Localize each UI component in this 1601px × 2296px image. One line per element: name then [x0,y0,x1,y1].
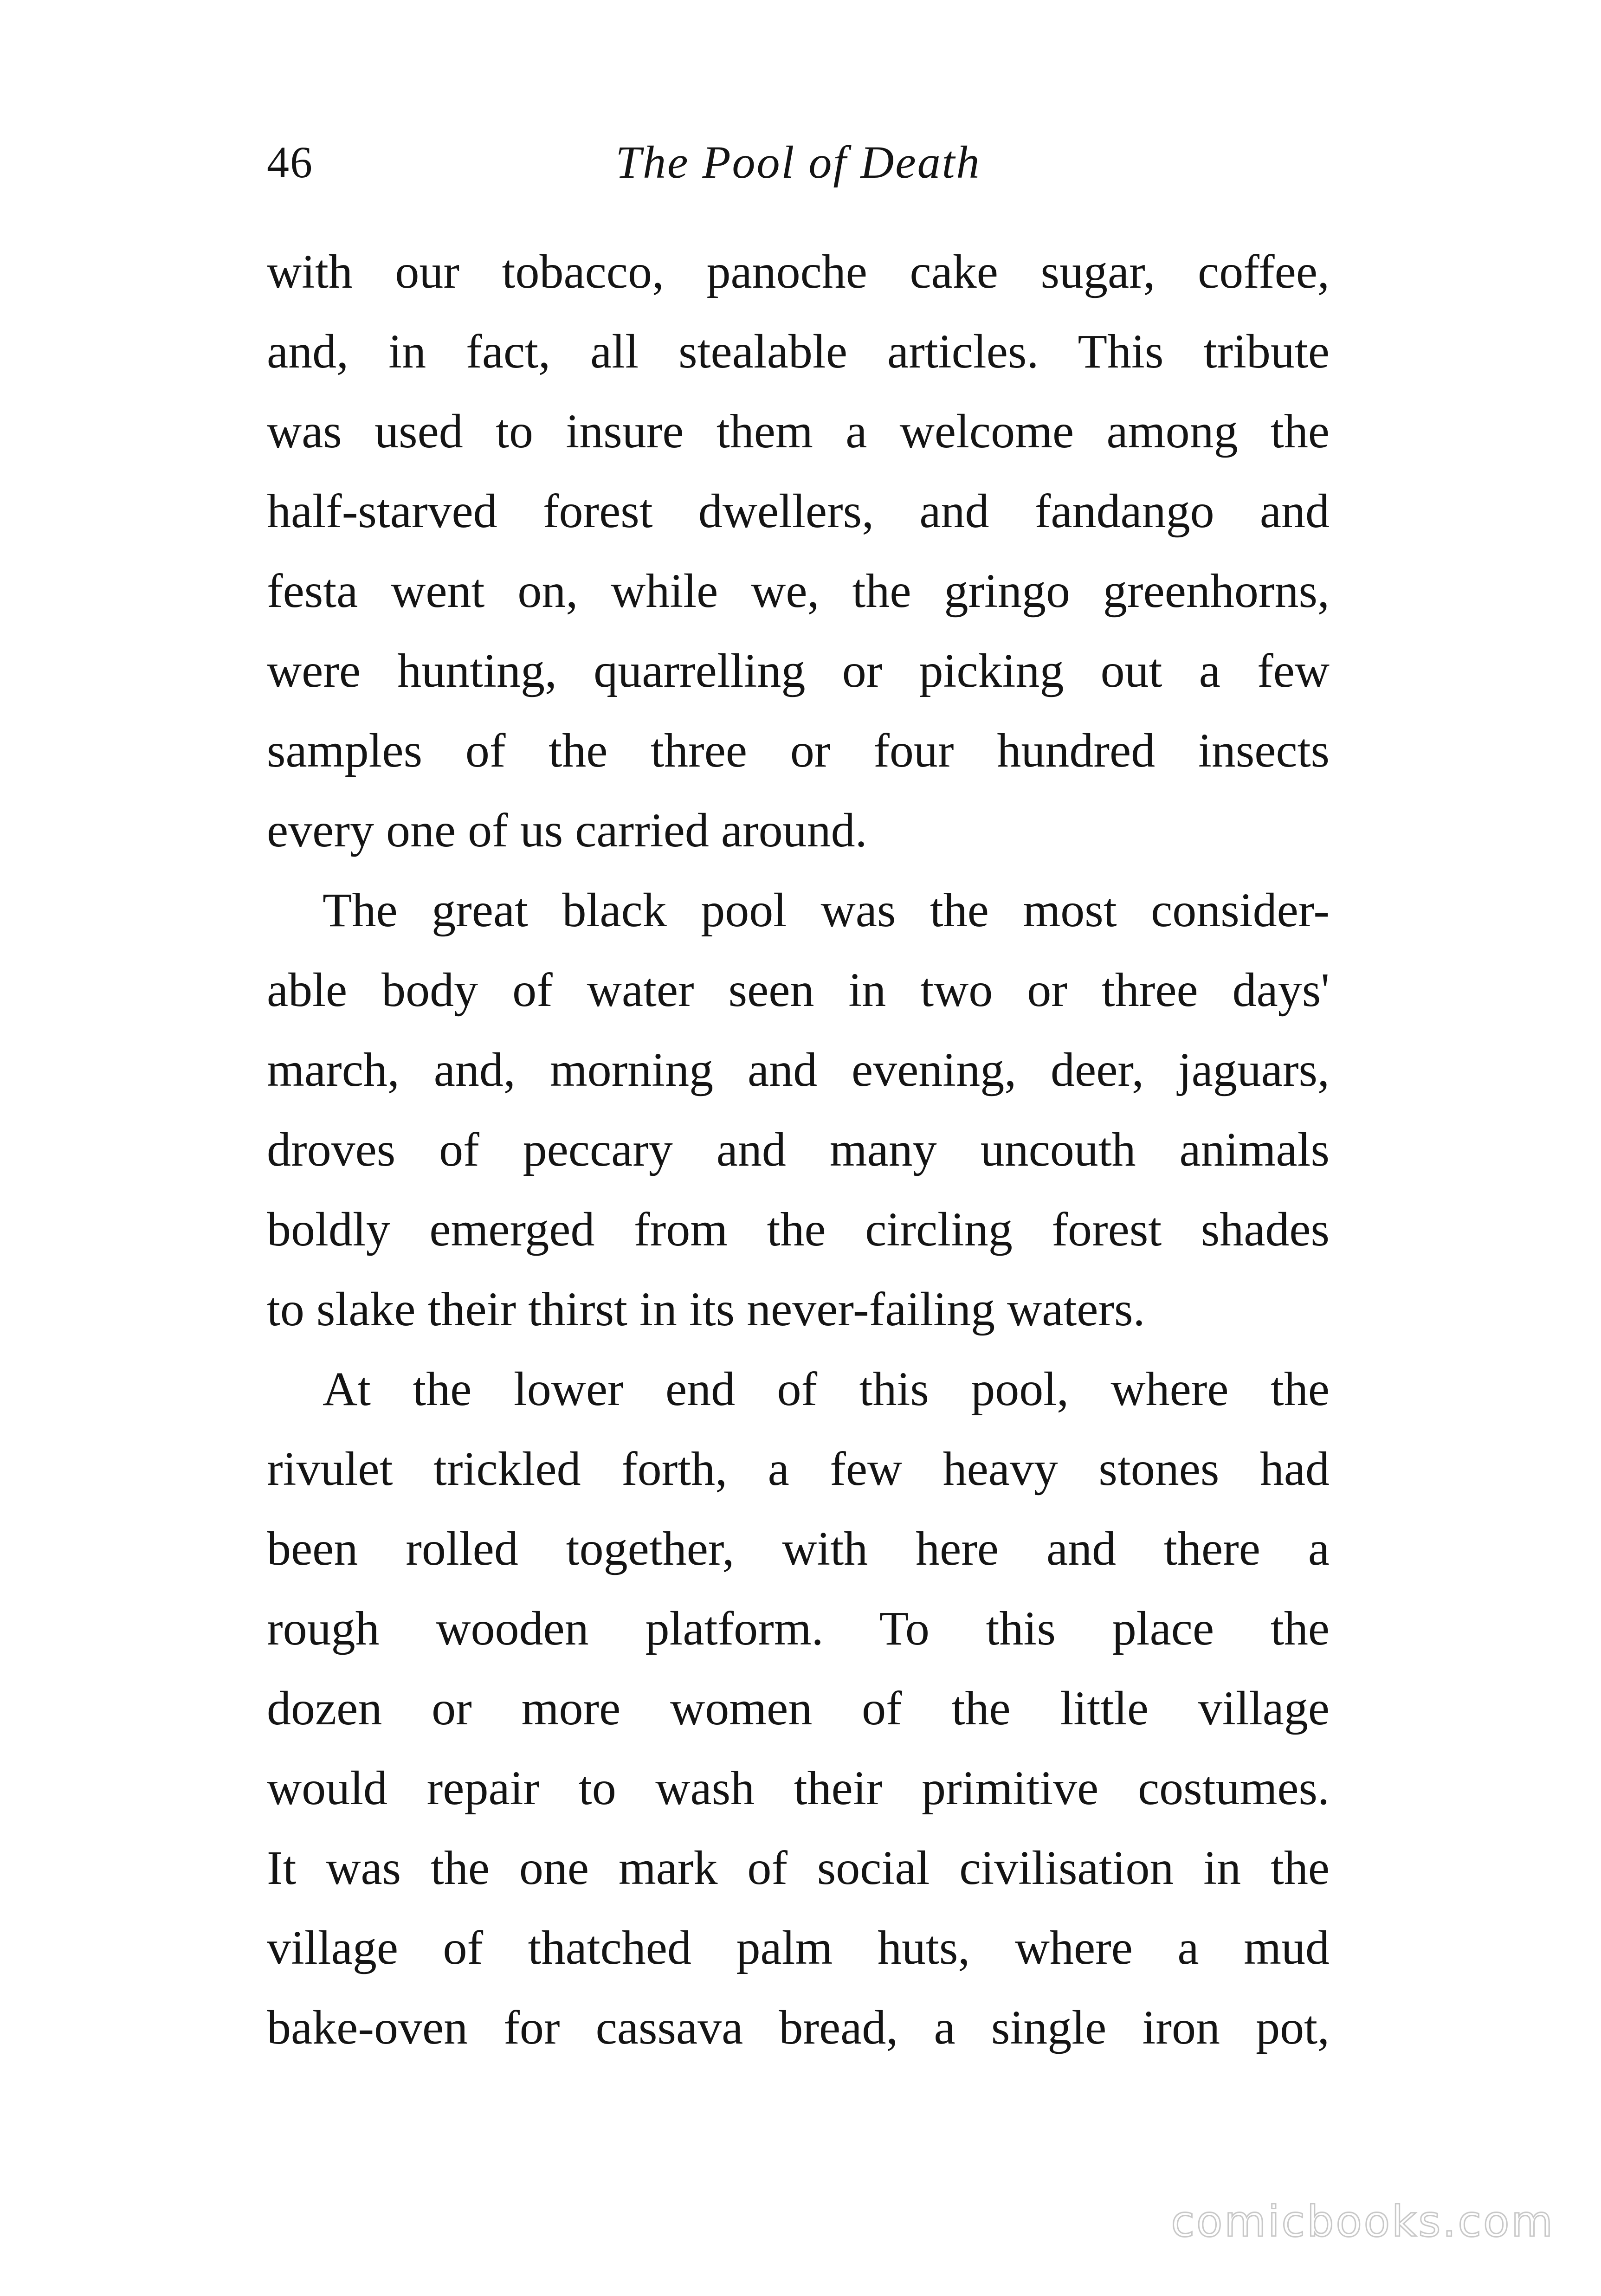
text-line: It was the one mark of social civilisation in the [267,1841,1330,1895]
text-line: would repair to wash their primitive costumes. [267,1761,1330,1815]
text-line: to slake their thirst in its never-failing waters. [267,1283,1145,1336]
running-head [267,125,1330,200]
text-line: been rolled together, with here and there a [267,1522,1330,1575]
text-line: march, and, morning and evening, deer, jaguars, [267,1043,1330,1096]
text-line: rivulet trickled forth, a few heavy stones had [267,1442,1330,1496]
text-line: samples of the three or four hundred insects [267,724,1330,777]
text-line: was used to insure them a welcome among the [267,405,1330,458]
text-line: bake-oven for cassava bread, a single iron pot, [267,2001,1330,2054]
text-line: boldly emerged from the circling forest shades [267,1203,1330,1256]
text-line: able body of water seen in two or three days' [267,963,1330,1017]
page-number: 46 [267,137,313,187]
text-line: droves of peccary and many uncouth animals [267,1123,1330,1176]
running-title: The Pool of Death [615,136,981,188]
text-line: festa went on, while we, the gringo greenhorns, [267,564,1330,618]
text-line: dozen or more women of the little village [267,1682,1330,1735]
text-line: every one of us carried around. [267,804,867,857]
paragraph-2 [267,871,1330,1349]
watermark: comicbooks.com [1171,2197,1555,2246]
text-line: half-starved forest dwellers, and fandango and [267,484,1330,538]
text-line: rough wooden platform. To this place the [267,1602,1330,1655]
text-line: The great black pool was the most consider- [323,884,1330,937]
text-line: and, in fact, all stealable articles. This tribute [267,325,1330,378]
text-line: with our tobacco, panoche cake sugar, coffee, [267,245,1330,298]
paragraph-3 [267,1349,1330,2068]
paragraph-1 [267,232,1330,871]
text-line: village of thatched palm huts, where a mud [267,1921,1330,1974]
body-text [267,232,1330,2068]
text-line: were hunting, quarrelling or picking out a few [267,644,1330,697]
text-line: At the lower end of this pool, where the [323,1362,1330,1416]
